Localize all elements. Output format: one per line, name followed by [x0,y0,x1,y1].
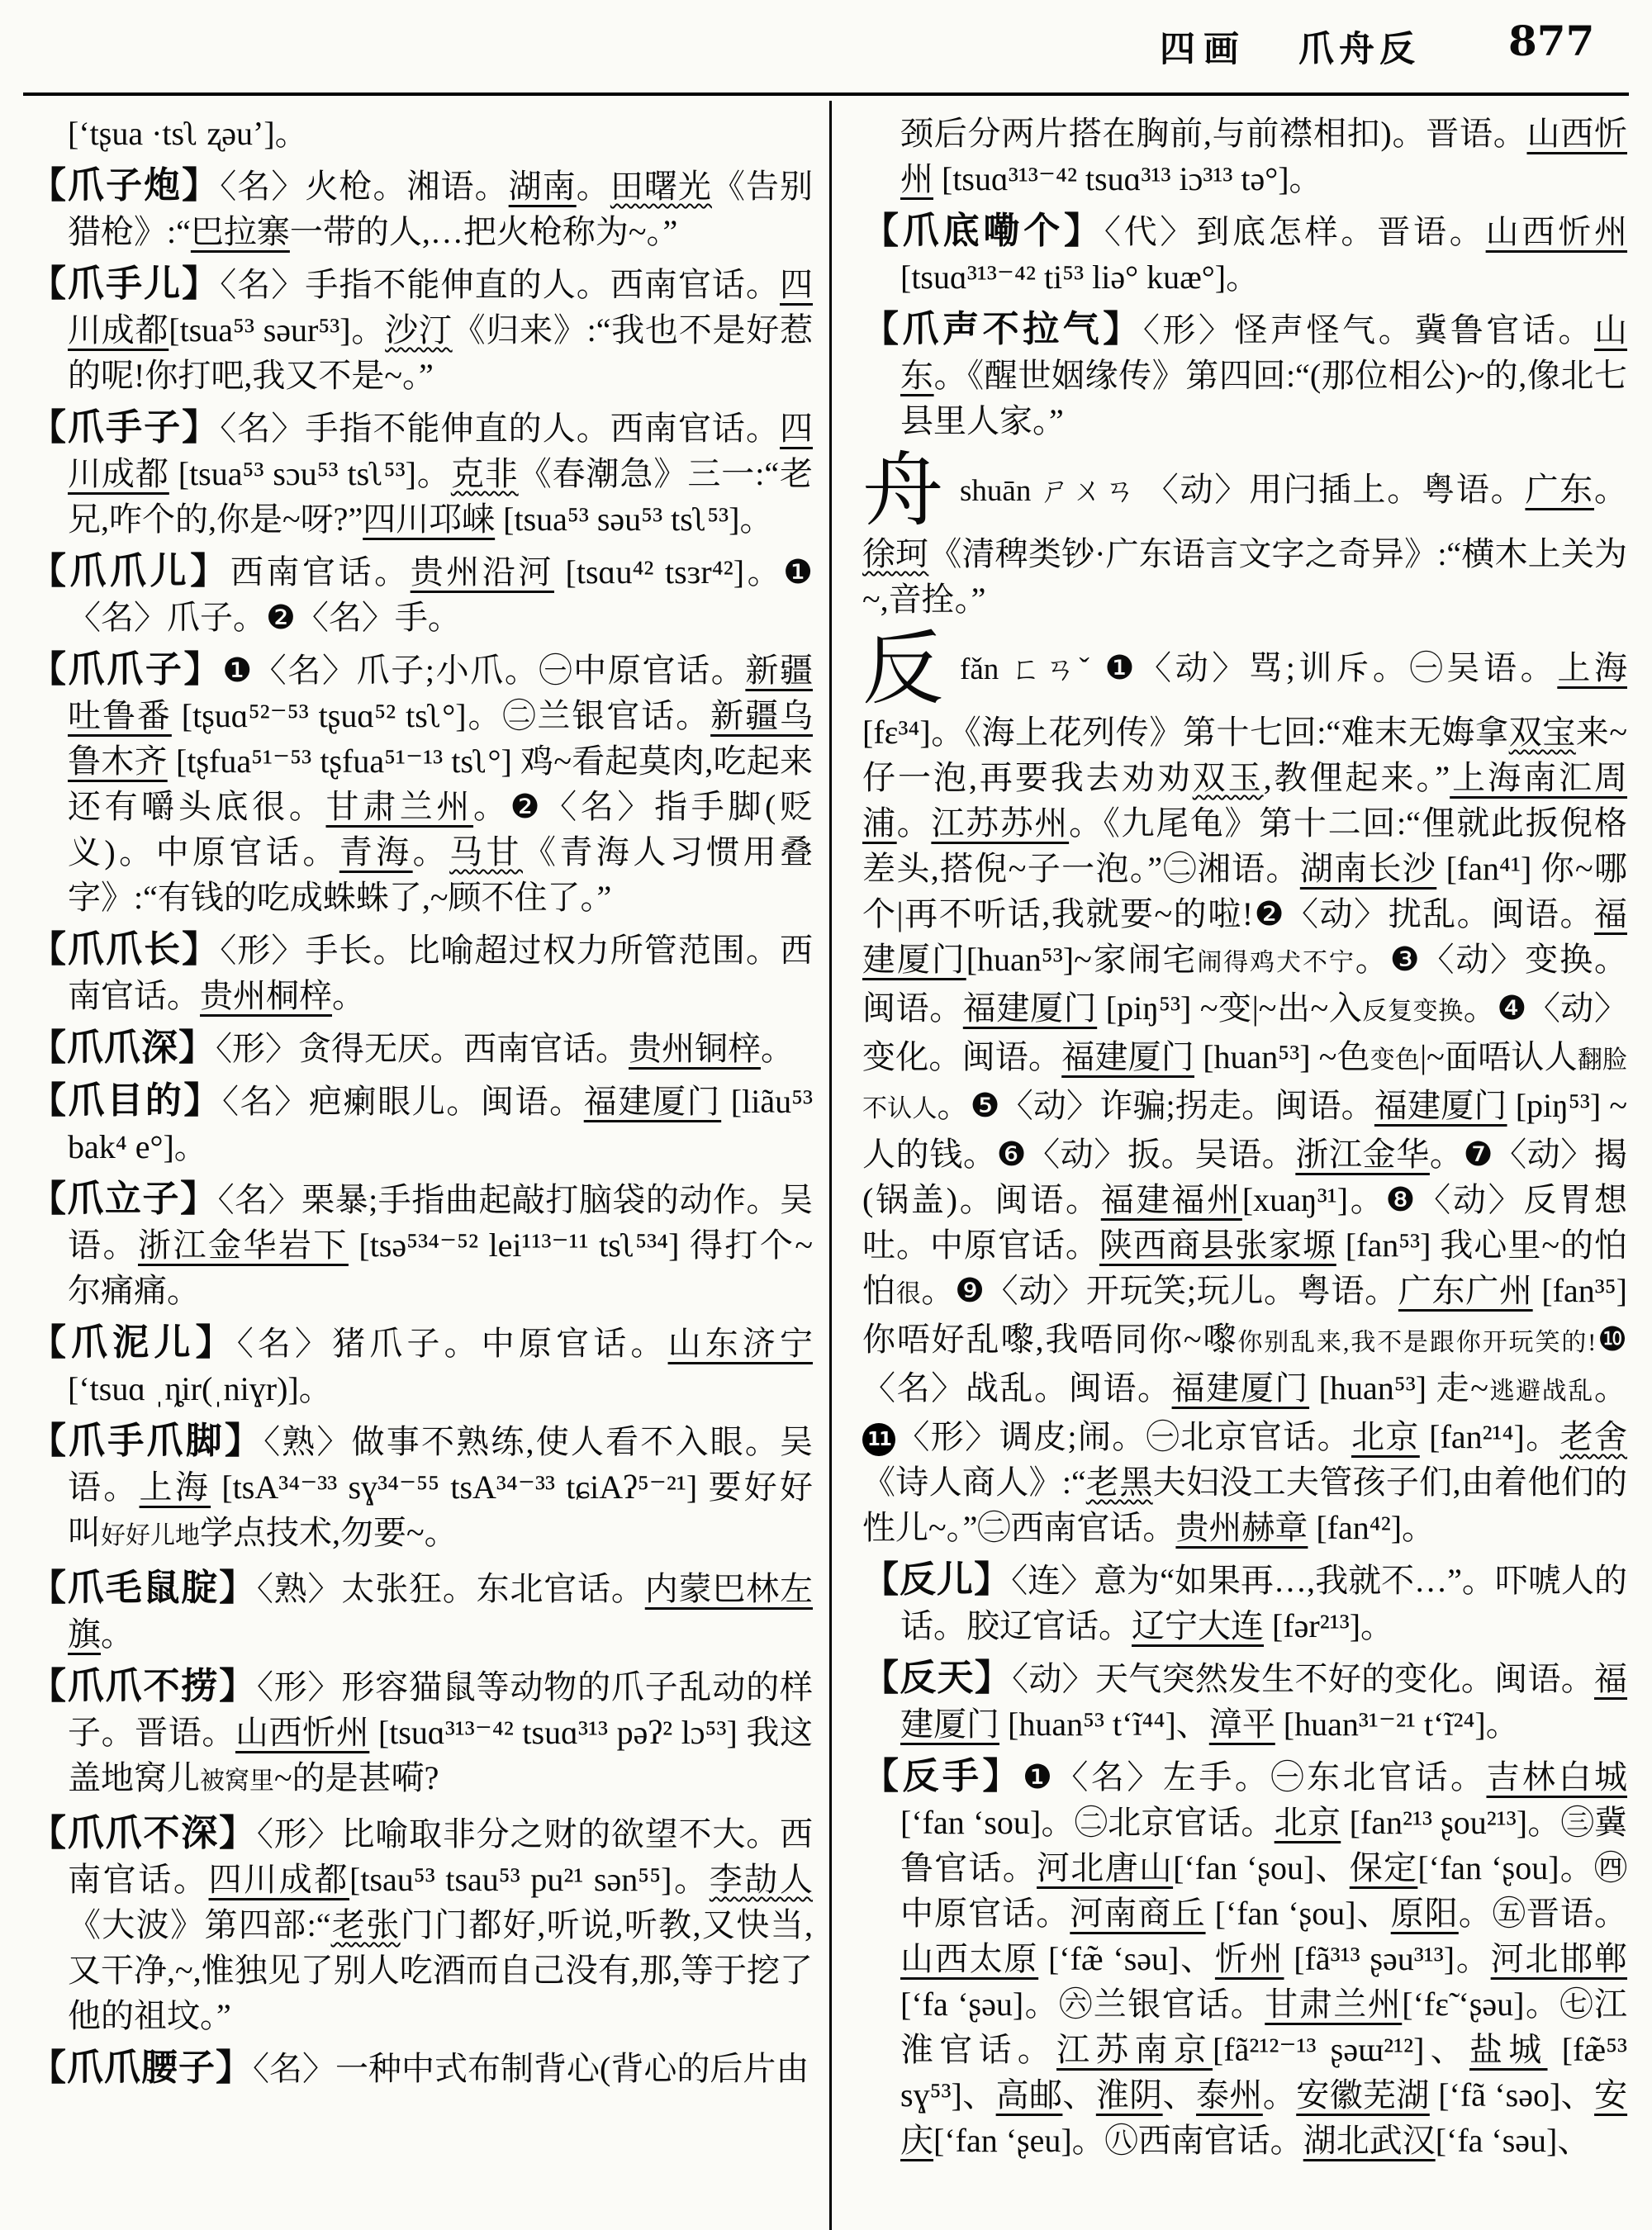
dict-entry: 【爪爪不捞】〈形〉形容猫鼠等动物的爪子乱动的样子。晋语。山西忻州 [tsuɑ³¹³⁻⁴² tsuɑ³¹³ pəʔ² lɔ⁵³] 我这盖地窝儿被窝里~的是甚嗬? [30,1666,814,1796]
dict-entry-continuation: 颈后分两片搭在胸前,与前襟相扣)。晋语。山西忻州 [tsuɑ³¹³⁻⁴² tsuɑ³¹³ iɔ³¹³ tə°]。 [900,115,1627,197]
dict-entry: 【爪声不拉气】〈形〉怪声怪气。冀鲁官话。山东。《醒世姻缘传》第四回:“(那位相公)~的,像北七县里人家。” [862,309,1628,439]
dict-entry: 【爪毛鼠腚】〈熟〉太张狂。东北官话。内蒙巴林左旗。 [30,1568,814,1653]
entry-headword: 【爪爪腰子】 [30,2047,253,2088]
entry-headword: 【爪爪长】 [30,929,221,970]
entry-head-character: 舟 [862,447,944,536]
dict-entry: 【爪泥儿】〈名〉猪爪子。中原官话。山东济宁 [ʻtsuɑ ˌȵir(ˌniɣr)]。 [30,1322,814,1407]
dict-character-entry: 舟shuān ㄕㄨㄢ 〈动〉用闩插上。粤语。广东。徐珂《清稗类钞·广东语言文字之奇异》:“横木上关为~,音拴。” [862,447,1628,618]
entry-headword: 【爪子炮】 [30,165,221,206]
entry-pinyin-zhuyin: shuān ㄕㄨㄢ [960,474,1146,508]
dict-entry: 【爪爪深】〈形〉贪得无厌。西南官话。贵州铜梓。 [30,1027,794,1068]
dict-entry: 【爪手爪脚】〈熟〉做事不熟练,使人看不入眼。吴语。上海 [tsA³⁴⁻³³ sɣ³⁴⁻⁵⁵ tsA³⁴⁻³³ tɕiAʔ⁵⁻²¹] 要好好叫好好儿地学点技术,勿要~。 [30,1421,814,1551]
entry-headword: 【反手】 [862,1756,1023,1796]
sense-number-badge: 11 [862,1423,895,1456]
entry-headword: 【爪目的】 [30,1080,223,1121]
dict-entry: 【爪爪不深】〈形〉比喻取非分之财的欲望不大。西南官话。四川成都[tsau⁵³ tsau⁵³ pu²¹ sən⁵⁵]。李劼人《大波》第四部:“老张门门都好,听说,听教,又快当,又干净,~,惟独见了别人吃酒而自己没有,那,等于挖了他的祖坟。” [30,1813,814,2034]
entry-headword: 【反天】 [862,1658,1013,1698]
dict-entry: 【爪爪子】❶〈名〉爪子;小爪。㊀中原官话。新疆吐鲁番 [tʂuɑ⁵²⁻⁵³ tʂuɑ⁵² tsʅ°]。㊁兰银官话。新疆乌鲁木齐 [tʂfua⁵¹⁻⁵³ tʂfua⁵¹⁻¹³ tsʅ°] 鸡~看起莫肉,吃起来还有嚼头底很。甘肃兰州。❷〈名〉指手脚(贬义)。中原官话。青海。马甘《青海人习惯用叠字》:“有钱的吃成蛛蛛了,~顾不住了。” [30,649,814,916]
dict-entry: 【反天】〈动〉天气突然发生不好的变化。闽语。福建厦门 [huan⁵³ tʻĩ⁴⁴]、漳平 [huan³¹⁻²¹ tʻĩ²⁴]。 [862,1658,1628,1743]
entry-headword: 【爪爪不深】 [30,1813,257,1853]
dict-entry: 【爪目的】〈名〉疤瘌眼儿。闽语。福建厦门 [liãu⁵³ bak⁴ e°]。 [30,1080,814,1165]
entry-headword: 【爪爪不捞】 [30,1666,257,1706]
entry-headword: 【爪声不拉气】 [862,309,1143,349]
dict-entry: 【爪爪儿】西南官话。贵州沿河 [tsɑu⁴² tsɜr⁴²]。❶〈名〉爪子。❷〈名〉手。 [30,551,814,636]
entry-headword: 【爪泥儿】 [30,1322,237,1363]
entry-head-character: 反 [862,625,944,714]
dict-entry: 【爪立子】〈名〉栗暴;手指曲起敲打脑袋的动作。吴语。浙江金华岩下 [tsə⁵³⁴⁻⁵² lei¹¹³⁻¹¹ tsʅ⁵³⁴] 得打个~尔痛痛。 [30,1179,814,1309]
dict-character-entry: 反fǎn ㄈㄢˇ ❶〈动〉骂;训斥。㊀吴语。上海 [fɛ³⁴]。《海上花列传》第十七回:“难末无娒拿双宝来~仔一泡,再要我去劝劝双玉,教俚起来。”上海南汇周浦。江苏苏州。《九尾龟》第十二回:“俚就此扳倪格差头,搭倪~子一泡。”㊁湘语。湖南长沙 [fan⁴¹] 你~哪个|再不听话,我就要~的啦!❷〈动〉扰乱。闽语。福建厦门[huan⁵³]~家闹宅闹得鸡犬不宁。❸〈动〉变换。闽语。福建厦门 [piŋ⁵³] ~变|~出~入反复变换。❹〈动〉变化。闽语。福建厦门 [huan⁵³] ~色变色|~面唔认人翻脸不认人。❺〈动〉诈骗;拐走。闽语。福建厦门 [piŋ⁵³] ~人的钱。❻〈动〉扳。吴语。浙江金华。❼〈动〉揭(锅盖)。闽语。福建福州[xuaŋ³¹]。❽〈动〉反胃想吐。中原官话。陕西商县张家塬 [fan⁵³] 我心里~的怕怕很。❾〈动〉开玩笑;玩儿。粤语。广东广州 [fan³⁵] 你唔好乱嚟,我唔同你~嚟你别乱来,我不是跟你开玩笑的!❿〈名〉战乱。闽语。福建厦门 [huan⁵³] 走~逃避战乱。11 〈形〉调皮;闹。㊀北京官话。北京 [fan²¹⁴]。老舍《诗人商人》:“老黑夫妇没工夫管孩子们,由着他们的性儿~。”㊁西南官话。贵州赫章 [fan⁴²]。 [862,625,1628,1546]
dict-entry: 【爪底嘞个】〈代〉到底怎样。晋语。山西忻州 [tsuɑ³¹³⁻⁴² ti⁵³ liə° kuæ°]。 [862,211,1628,296]
entry-headword: 【爪毛鼠腚】 [30,1568,257,1608]
dict-entry: 【爪爪腰子】〈名〉一种中式布制背心(背心的后片由 [30,2047,809,2088]
entry-headword: 【爪手儿】 [30,263,221,304]
entry-headword: 【爪手子】 [30,407,221,448]
right-column [862,111,1627,2170]
entry-headword: 【爪手爪脚】 [30,1421,264,1461]
dict-entry: 【爪子炮】〈名〉火枪。湘语。湖南。田曙光《告别猎枪》:“巴拉寨一带的人,…把火枪称为~。” [30,165,814,250]
header-rule [23,93,1629,96]
dict-entry: 【爪手子】〈名〉手指不能伸直的人。西南官话。四川成都 [tsua⁵³ sɔu⁵³ tsʅ⁵³]。克非《春潮急》三一:“老兄,咋个的,你是~呀?”四川邛崃 [tsua⁵³ səu⁵³ tsʅ⁵³]。 [30,407,814,538]
dict-entry: 【爪手儿】〈名〉手指不能伸直的人。西南官话。四川成都[tsua⁵³ səur⁵³]。沙汀《归来》:“我也不是好惹的呢!你打吧,我又不是~。” [30,263,814,394]
entry-headword: 【爪爪深】 [30,1027,216,1068]
entry-headword: 【反儿】 [862,1559,1012,1600]
header-stroke-section: 四画 [1160,31,1247,69]
entry-headword: 【爪爪儿】 [30,551,230,591]
header-radical-characters: 爪舟反 [1298,31,1420,69]
dict-entry: 【反手】❶〈名〉左手。㊀东北官话。吉林白城 [ʻfan ʻsou]。㊁北京官话。北京 [fan²¹³ ʂou²¹³]。㊂冀鲁官话。河北唐山[ʻfan ʻʂou]、保定[ʻfan ʻʂou]。㊃中原官话。河南商丘 [ʻfan ʻʂou]、原阳。㊄晋语。山西太原 [ʻfæ̃ ʻsəu]、忻州 [fã³¹³ ʂəu³¹³]。河北邯郸 [ʻfa ʻʂəu]。㊅兰银官话。甘肃兰州[ʻfɛ̃ ʻʂəu]。㊆江淮官话。江苏南京[fã²¹²⁻¹³ ʂəɯ²¹²]、盐城 [fæ̃⁵³ sɣ⁵³]、高邮、淮阴、泰州。安徽芜湖 [ʻfã ʻsəo]、安庆[ʻfan ʻʂeu]。㊇西南官话。湖北武汉[ʻfa ʻsəu]、 [862,1756,1628,2159]
page-number: 877 [1508,17,1595,65]
entry-headword: 【爪爪子】 [30,649,223,690]
entry-headword: 【爪底嘞个】 [862,211,1104,251]
dict-entry-continuation: [ʻtʂua ·tsʅ ʐəuʼ]。 [68,115,308,152]
column-divider [829,101,832,2230]
left-column [30,111,813,2098]
entry-headword: 【爪立子】 [30,1179,218,1219]
entry-pinyin-zhuyin: fǎn ㄈㄢˇ [960,652,1105,686]
dict-entry: 【反儿】〈连〉意为“如果再…,我就不…”。吓唬人的话。胶辽官话。辽宁大连 [fər²¹³]。 [862,1559,1627,1644]
dict-entry: 【爪爪长】〈形〉手长。比喻超过权力所管范围。西南官话。贵州桐梓。 [30,929,814,1014]
